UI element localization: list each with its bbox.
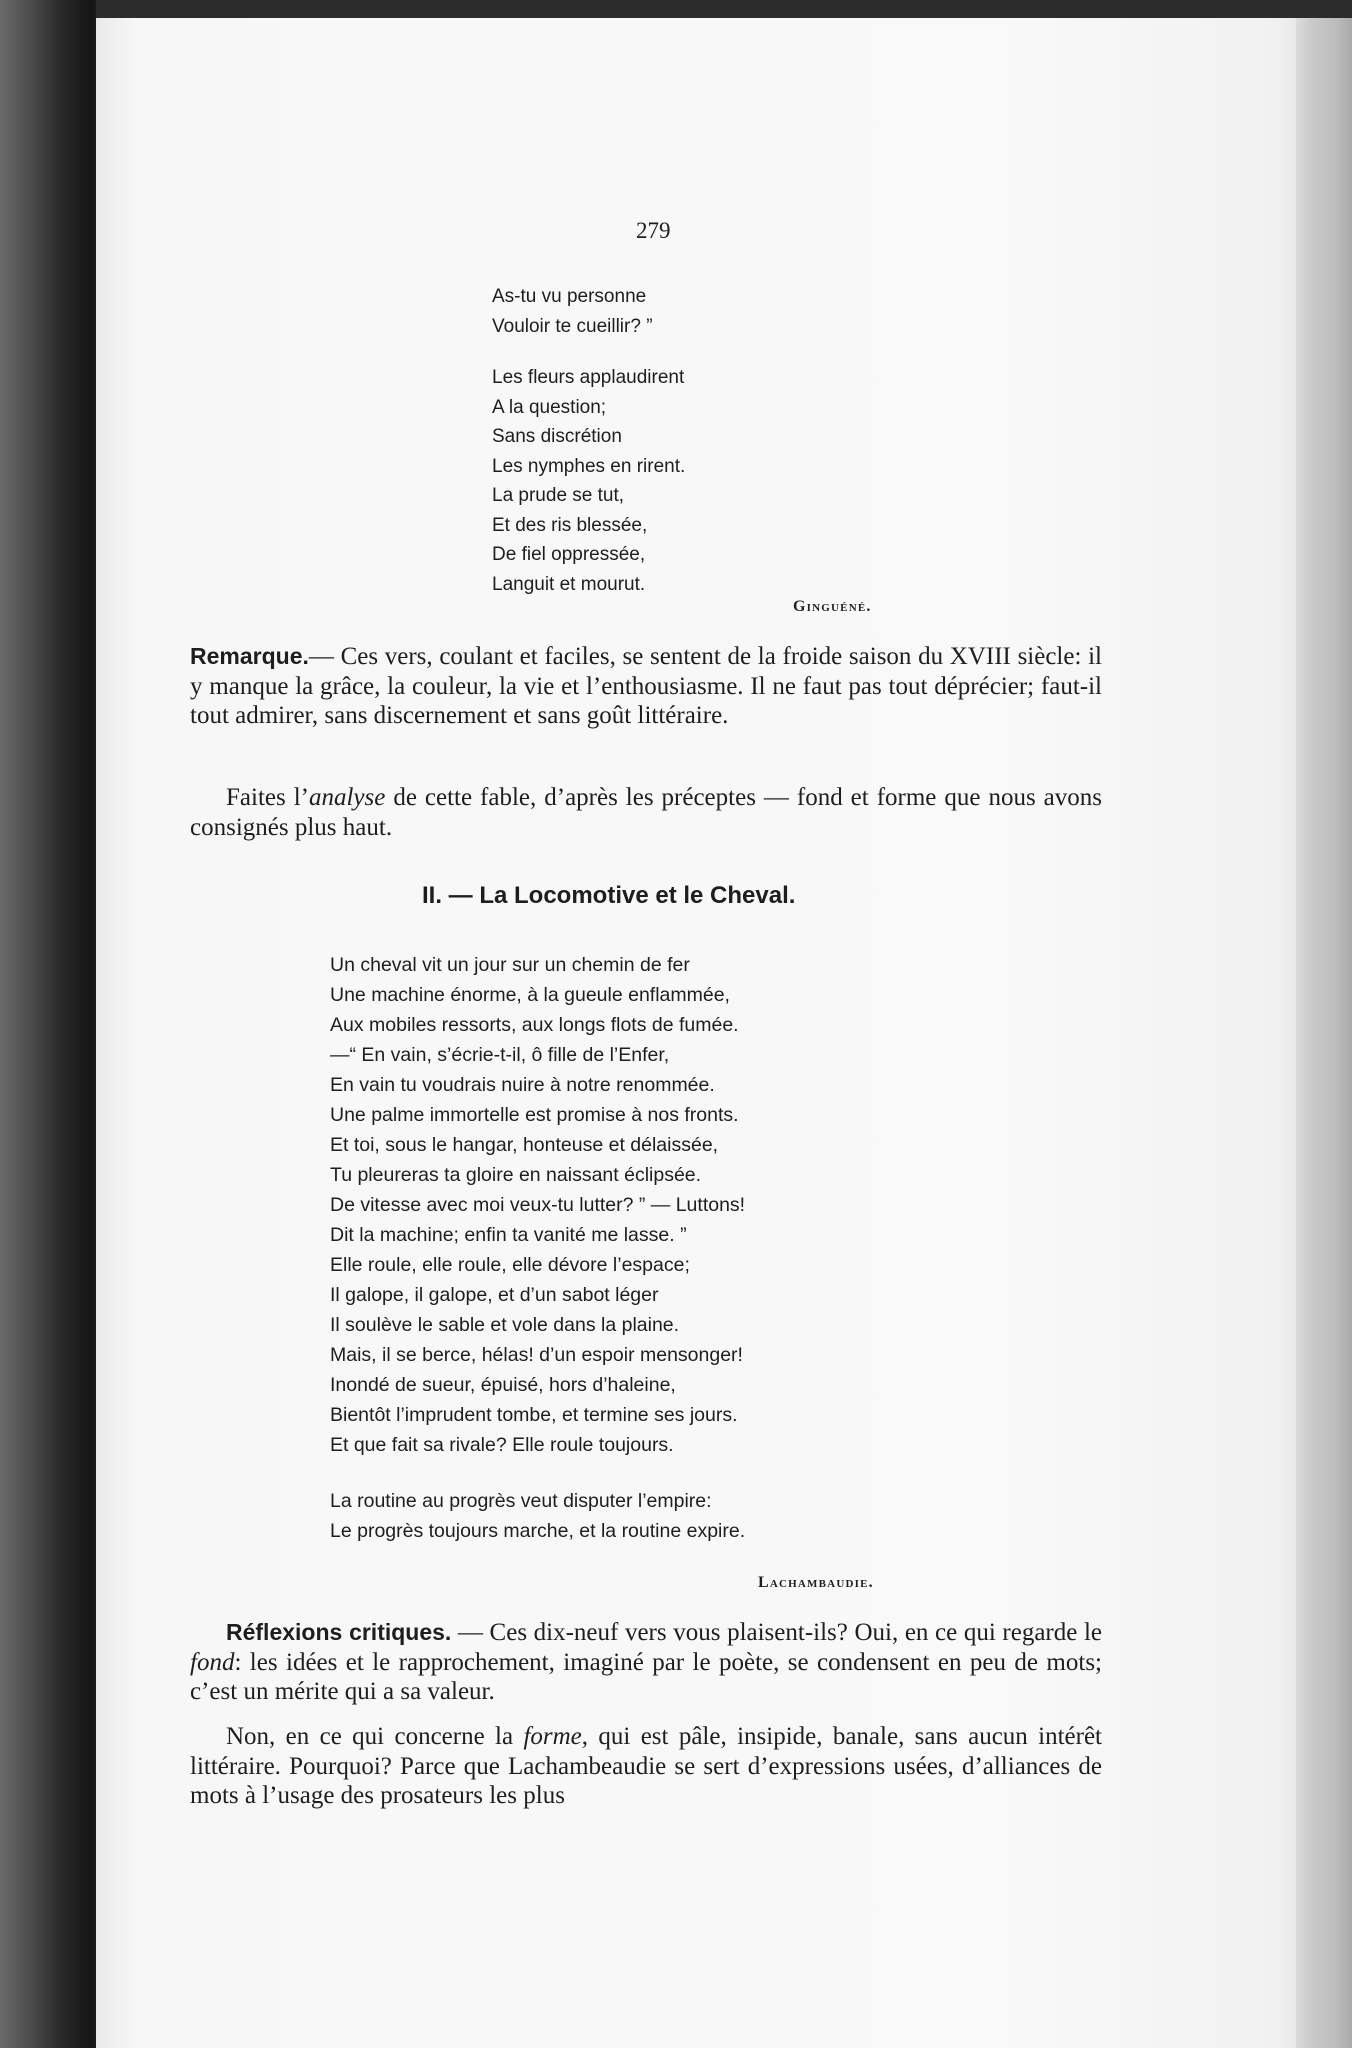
verse-line: Et toi, sous le hangar, honteuse et délaissée, <box>330 1134 719 1156</box>
italic-term: fond <box>190 1648 235 1676</box>
author-signature: Lachambaudie. <box>758 1574 874 1591</box>
verse-line: Vouloir te cueillir? ” <box>492 315 653 337</box>
remarque-text: — Ces vers, coulant et faciles, se sentent de la froide saison du XVIII siècle: il y manque la grâce, la couleur, la vie et l’enthousiasme. Il ne faut pas tout déprécier; faut-il tout admirer, sans discernement et sans goût littéraire. <box>190 643 1102 729</box>
poem-locomotive <box>330 950 745 1546</box>
italic-term: forme <box>523 1723 582 1750</box>
verse-line: Mais, il se berce, hélas! d’un espoir mensonger! <box>330 1344 743 1366</box>
verse-line: Il soulève le sable et vole dans la plaine. <box>330 1314 680 1336</box>
section-title: II. — La Locomotive et le Cheval. <box>422 882 796 909</box>
text-run: Non, en ce qui concerne la <box>226 1723 524 1750</box>
verse-line: —“ En vain, s’écrie-t-il, ô fille de l’Enfer, <box>330 1044 670 1066</box>
text-run: de cette fable, d’après les préceptes — fond et forme que nous avons consignés plus haut. <box>190 784 1102 841</box>
verse-line: Elle roule, elle roule, elle dévore l’espace; <box>330 1254 690 1276</box>
analyse-paragraph <box>190 783 1102 842</box>
verse-line: Bientôt l’imprudent tombe, et termine ses jours. <box>330 1404 738 1426</box>
verse-line: Inondé de sueur, épuisé, hors d’haleine, <box>330 1374 676 1396</box>
text-run: : les idées et le rapprochement, imaginé par le poète, se condensent en peu de mots; c’est un mérite qui a sa valeur. <box>190 1648 1102 1705</box>
stanza-gap <box>330 1460 745 1486</box>
verse-line: Dit la machine; enfin ta vanité me lasse. ” <box>330 1224 687 1246</box>
moral-line: La routine au progrès veut disputer l’empire: <box>330 1490 712 1512</box>
verse-line: Sans discrétion <box>492 426 622 447</box>
italic-term: analyse <box>308 784 386 811</box>
verse-line: Une machine énorme, à la gueule enflammée, <box>330 984 730 1006</box>
verse-line: As-tu vu personne <box>492 286 647 307</box>
verse-line: Les fleurs applaudirent <box>492 367 685 388</box>
page-right-edge <box>1296 18 1352 2048</box>
verse-line: En vain tu voudrais nuire à notre renommée. <box>330 1074 715 1096</box>
verse-line: Une palme immortelle est promise à nos fronts. <box>330 1104 739 1126</box>
verse-line: A la question; <box>492 396 607 418</box>
author-signature: Ginguéné. <box>793 598 872 615</box>
verse-line: Aux mobiles ressorts, aux longs flots de fumée. <box>330 1014 739 1036</box>
text-run: — Ces dix-neuf vers vous plaisent-ils? Oui, en ce qui regarde le <box>451 1619 1102 1646</box>
verse-line: De vitesse avec moi veux-tu lutter? ” — Luttons! <box>330 1194 746 1216</box>
moral-line: Le progrès toujours marche, et la routine expire. <box>330 1520 746 1542</box>
text-run: Faites l’ <box>226 784 309 811</box>
verse-line: La prude se tut, <box>492 485 625 506</box>
verse-line: Et que fait sa rivale? Elle roule toujours. <box>330 1434 674 1456</box>
verse-line: Il galope, il galope, et d’un sabot léger <box>330 1284 659 1306</box>
forme-paragraph <box>190 1722 1102 1811</box>
verse-line: De fiel oppressée, <box>492 544 646 565</box>
stanza-gap <box>492 341 685 363</box>
verse-line: Tu pleureras ta gloire en naissant éclipsée. <box>330 1164 702 1186</box>
verse-line: Les nymphes en rirent. <box>492 455 686 477</box>
remarque-label: Remarque. <box>190 643 309 669</box>
book-spine-shadow <box>0 0 96 2048</box>
reflexions-paragraph <box>190 1618 1102 1707</box>
verse-line: Et des ris blessée, <box>492 514 648 536</box>
remarque-paragraph <box>190 642 1102 731</box>
poem-gingüéné <box>492 282 685 599</box>
page-number: 279 <box>636 218 671 243</box>
text-run: , qui est pâle, insipide, banale, sans aucun intérêt littéraire. Pourquoi? Parce que Lachambeaudie se sert d’expressions usées, d’alliances de mots à l’usage des prosateurs les plus <box>190 1723 1103 1809</box>
verse-line: Un cheval vit un jour sur un chemin de fer <box>330 954 690 976</box>
reflexions-label: Réflexions critiques. <box>226 1619 452 1645</box>
verse-line: Languit et mourut. <box>492 573 646 595</box>
